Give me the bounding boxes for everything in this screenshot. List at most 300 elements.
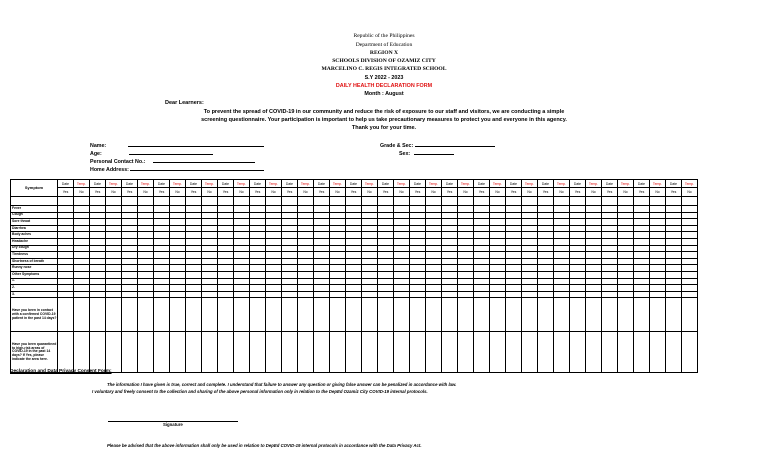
answer-cell[interactable] xyxy=(266,265,282,272)
answer-cell[interactable] xyxy=(282,285,298,292)
answer-cell[interactable] xyxy=(538,232,554,239)
answer-cell[interactable] xyxy=(458,291,474,298)
answer-cell[interactable] xyxy=(314,245,330,252)
answer-cell[interactable] xyxy=(682,298,698,332)
answer-cell[interactable] xyxy=(602,225,618,232)
answer-cell[interactable] xyxy=(330,206,346,213)
answer-cell[interactable] xyxy=(682,225,698,232)
answer-cell[interactable] xyxy=(650,225,666,232)
answer-cell[interactable] xyxy=(298,258,314,265)
answer-cell[interactable] xyxy=(490,219,506,226)
answer-cell[interactable] xyxy=(234,219,250,226)
answer-cell[interactable] xyxy=(570,212,586,219)
answer-cell[interactable] xyxy=(474,332,490,373)
answer-cell[interactable] xyxy=(666,298,682,332)
answer-cell[interactable] xyxy=(58,245,74,252)
answer-cell[interactable] xyxy=(346,232,362,239)
spacer-cell[interactable] xyxy=(250,197,266,206)
answer-cell[interactable] xyxy=(682,212,698,219)
answer-cell[interactable] xyxy=(394,252,410,259)
answer-cell[interactable] xyxy=(58,298,74,332)
answer-cell[interactable] xyxy=(602,265,618,272)
answer-cell[interactable] xyxy=(634,206,650,213)
answer-cell[interactable] xyxy=(666,332,682,373)
answer-cell[interactable] xyxy=(394,232,410,239)
answer-cell[interactable] xyxy=(506,238,522,245)
answer-cell[interactable] xyxy=(282,219,298,226)
answer-cell[interactable] xyxy=(442,219,458,226)
answer-cell[interactable] xyxy=(122,238,138,245)
answer-cell[interactable] xyxy=(346,252,362,259)
answer-cell[interactable] xyxy=(170,298,186,332)
answer-cell[interactable] xyxy=(186,225,202,232)
answer-cell[interactable] xyxy=(218,291,234,298)
answer-cell[interactable] xyxy=(58,258,74,265)
answer-cell[interactable] xyxy=(90,219,106,226)
answer-cell[interactable] xyxy=(346,271,362,278)
answer-cell[interactable] xyxy=(250,252,266,259)
answer-cell[interactable] xyxy=(554,245,570,252)
spacer-cell[interactable] xyxy=(426,197,442,206)
answer-cell[interactable] xyxy=(362,298,378,332)
answer-cell[interactable] xyxy=(410,212,426,219)
answer-cell[interactable] xyxy=(378,245,394,252)
answer-cell[interactable] xyxy=(106,219,122,226)
answer-cell[interactable] xyxy=(506,212,522,219)
answer-cell[interactable] xyxy=(266,238,282,245)
answer-cell[interactable] xyxy=(362,285,378,292)
answer-cell[interactable] xyxy=(522,271,538,278)
answer-cell[interactable] xyxy=(314,298,330,332)
answer-cell[interactable] xyxy=(538,291,554,298)
answer-cell[interactable] xyxy=(218,219,234,226)
answer-cell[interactable] xyxy=(554,265,570,272)
answer-cell[interactable] xyxy=(490,232,506,239)
answer-cell[interactable] xyxy=(378,271,394,278)
answer-cell[interactable] xyxy=(442,258,458,265)
answer-cell[interactable] xyxy=(490,278,506,285)
answer-cell[interactable] xyxy=(266,278,282,285)
contact-field[interactable] xyxy=(90,157,255,165)
answer-cell[interactable] xyxy=(666,265,682,272)
answer-cell[interactable] xyxy=(74,232,90,239)
answer-cell[interactable] xyxy=(186,232,202,239)
answer-cell[interactable] xyxy=(170,252,186,259)
answer-cell[interactable] xyxy=(650,238,666,245)
answer-cell[interactable] xyxy=(362,265,378,272)
answer-cell[interactable] xyxy=(426,245,442,252)
answer-cell[interactable] xyxy=(138,206,154,213)
answer-cell[interactable] xyxy=(650,332,666,373)
answer-cell[interactable] xyxy=(266,332,282,373)
answer-cell[interactable] xyxy=(154,271,170,278)
answer-cell[interactable] xyxy=(74,298,90,332)
answer-cell[interactable] xyxy=(538,332,554,373)
answer-cell[interactable] xyxy=(170,225,186,232)
spacer-cell[interactable] xyxy=(634,197,650,206)
answer-cell[interactable] xyxy=(442,238,458,245)
answer-cell[interactable] xyxy=(122,265,138,272)
answer-cell[interactable] xyxy=(154,278,170,285)
answer-cell[interactable] xyxy=(570,258,586,265)
answer-cell[interactable] xyxy=(458,278,474,285)
answer-cell[interactable] xyxy=(202,219,218,226)
answer-cell[interactable] xyxy=(554,225,570,232)
spacer-cell[interactable] xyxy=(682,197,698,206)
answer-cell[interactable] xyxy=(362,212,378,219)
answer-cell[interactable] xyxy=(58,271,74,278)
answer-cell[interactable] xyxy=(682,232,698,239)
answer-cell[interactable] xyxy=(634,219,650,226)
spacer-cell[interactable] xyxy=(442,197,458,206)
answer-cell[interactable] xyxy=(58,219,74,226)
answer-cell[interactable] xyxy=(170,285,186,292)
answer-cell[interactable] xyxy=(570,225,586,232)
answer-cell[interactable] xyxy=(170,206,186,213)
spacer-cell[interactable] xyxy=(138,197,154,206)
answer-cell[interactable] xyxy=(506,258,522,265)
answer-cell[interactable] xyxy=(362,258,378,265)
spacer-cell[interactable] xyxy=(666,197,682,206)
answer-cell[interactable] xyxy=(458,265,474,272)
answer-cell[interactable] xyxy=(442,271,458,278)
answer-cell[interactable] xyxy=(282,291,298,298)
answer-cell[interactable] xyxy=(218,298,234,332)
answer-cell[interactable] xyxy=(634,285,650,292)
spacer-cell[interactable] xyxy=(346,197,362,206)
answer-cell[interactable] xyxy=(282,258,298,265)
answer-cell[interactable] xyxy=(314,225,330,232)
answer-cell[interactable] xyxy=(506,225,522,232)
answer-cell[interactable] xyxy=(170,278,186,285)
answer-cell[interactable] xyxy=(586,265,602,272)
answer-cell[interactable] xyxy=(410,291,426,298)
answer-cell[interactable] xyxy=(186,245,202,252)
answer-cell[interactable] xyxy=(586,225,602,232)
answer-cell[interactable] xyxy=(202,245,218,252)
answer-cell[interactable] xyxy=(298,332,314,373)
spacer-cell[interactable] xyxy=(106,197,122,206)
answer-cell[interactable] xyxy=(586,271,602,278)
answer-cell[interactable] xyxy=(506,252,522,259)
answer-cell[interactable] xyxy=(394,258,410,265)
answer-cell[interactable] xyxy=(170,212,186,219)
answer-cell[interactable] xyxy=(458,225,474,232)
answer-cell[interactable] xyxy=(570,285,586,292)
spacer-cell[interactable] xyxy=(298,197,314,206)
answer-cell[interactable] xyxy=(122,271,138,278)
answer-cell[interactable] xyxy=(634,238,650,245)
answer-cell[interactable] xyxy=(442,232,458,239)
answer-cell[interactable] xyxy=(474,212,490,219)
answer-cell[interactable] xyxy=(602,219,618,226)
answer-cell[interactable] xyxy=(90,252,106,259)
answer-cell[interactable] xyxy=(250,291,266,298)
spacer-cell[interactable] xyxy=(650,197,666,206)
answer-cell[interactable] xyxy=(314,265,330,272)
answer-cell[interactable] xyxy=(74,212,90,219)
answer-cell[interactable] xyxy=(586,252,602,259)
answer-cell[interactable] xyxy=(234,206,250,213)
answer-cell[interactable] xyxy=(474,225,490,232)
answer-cell[interactable] xyxy=(666,225,682,232)
answer-cell[interactable] xyxy=(266,252,282,259)
answer-cell[interactable] xyxy=(682,265,698,272)
answer-cell[interactable] xyxy=(202,298,218,332)
answer-cell[interactable] xyxy=(282,225,298,232)
answer-cell[interactable] xyxy=(410,245,426,252)
answer-cell[interactable] xyxy=(122,252,138,259)
answer-cell[interactable] xyxy=(378,252,394,259)
answer-cell[interactable] xyxy=(602,258,618,265)
answer-cell[interactable] xyxy=(138,252,154,259)
answer-cell[interactable] xyxy=(122,332,138,373)
answer-cell[interactable] xyxy=(186,258,202,265)
answer-cell[interactable] xyxy=(330,258,346,265)
spacer-cell[interactable] xyxy=(522,197,538,206)
answer-cell[interactable] xyxy=(234,238,250,245)
answer-cell[interactable] xyxy=(314,212,330,219)
answer-cell[interactable] xyxy=(522,265,538,272)
answer-cell[interactable] xyxy=(522,332,538,373)
spacer-cell[interactable] xyxy=(618,197,634,206)
answer-cell[interactable] xyxy=(554,206,570,213)
answer-cell[interactable] xyxy=(314,271,330,278)
answer-cell[interactable] xyxy=(234,212,250,219)
answer-cell[interactable] xyxy=(122,291,138,298)
spacer-cell[interactable] xyxy=(266,197,282,206)
answer-cell[interactable] xyxy=(362,332,378,373)
answer-cell[interactable] xyxy=(474,232,490,239)
answer-cell[interactable] xyxy=(442,265,458,272)
answer-cell[interactable] xyxy=(618,258,634,265)
answer-cell[interactable] xyxy=(570,291,586,298)
answer-cell[interactable] xyxy=(410,252,426,259)
answer-cell[interactable] xyxy=(138,278,154,285)
answer-cell[interactable] xyxy=(282,252,298,259)
answer-cell[interactable] xyxy=(74,238,90,245)
answer-cell[interactable] xyxy=(106,225,122,232)
answer-cell[interactable] xyxy=(474,252,490,259)
answer-cell[interactable] xyxy=(426,212,442,219)
answer-cell[interactable] xyxy=(138,219,154,226)
answer-cell[interactable] xyxy=(538,278,554,285)
answer-cell[interactable] xyxy=(442,245,458,252)
answer-cell[interactable] xyxy=(74,258,90,265)
answer-cell[interactable] xyxy=(666,258,682,265)
answer-cell[interactable] xyxy=(378,332,394,373)
answer-cell[interactable] xyxy=(122,219,138,226)
answer-cell[interactable] xyxy=(282,271,298,278)
answer-cell[interactable] xyxy=(410,271,426,278)
answer-cell[interactable] xyxy=(618,332,634,373)
spacer-cell[interactable] xyxy=(410,197,426,206)
answer-cell[interactable] xyxy=(570,332,586,373)
answer-cell[interactable] xyxy=(426,265,442,272)
answer-cell[interactable] xyxy=(426,252,442,259)
answer-cell[interactable] xyxy=(522,278,538,285)
answer-cell[interactable] xyxy=(618,219,634,226)
answer-cell[interactable] xyxy=(138,212,154,219)
answer-cell[interactable] xyxy=(650,298,666,332)
answer-cell[interactable] xyxy=(602,332,618,373)
answer-cell[interactable] xyxy=(170,232,186,239)
answer-cell[interactable] xyxy=(410,258,426,265)
answer-cell[interactable] xyxy=(186,206,202,213)
answer-cell[interactable] xyxy=(378,291,394,298)
answer-cell[interactable] xyxy=(138,265,154,272)
spacer-cell[interactable] xyxy=(362,197,378,206)
answer-cell[interactable] xyxy=(234,278,250,285)
spacer-cell[interactable] xyxy=(586,197,602,206)
answer-cell[interactable] xyxy=(314,252,330,259)
answer-cell[interactable] xyxy=(186,212,202,219)
answer-cell[interactable] xyxy=(330,212,346,219)
answer-cell[interactable] xyxy=(250,298,266,332)
answer-cell[interactable] xyxy=(602,232,618,239)
answer-cell[interactable] xyxy=(154,298,170,332)
spacer-cell[interactable] xyxy=(122,197,138,206)
answer-cell[interactable] xyxy=(74,245,90,252)
answer-cell[interactable] xyxy=(682,285,698,292)
answer-cell[interactable] xyxy=(234,232,250,239)
answer-cell[interactable] xyxy=(426,278,442,285)
answer-cell[interactable] xyxy=(346,212,362,219)
spacer-cell[interactable] xyxy=(74,197,90,206)
answer-cell[interactable] xyxy=(138,232,154,239)
answer-cell[interactable] xyxy=(522,212,538,219)
answer-cell[interactable] xyxy=(378,278,394,285)
answer-cell[interactable] xyxy=(586,291,602,298)
answer-cell[interactable] xyxy=(362,219,378,226)
answer-cell[interactable] xyxy=(74,252,90,259)
grade-sec-field[interactable] xyxy=(380,141,495,149)
answer-cell[interactable] xyxy=(378,232,394,239)
answer-cell[interactable] xyxy=(442,291,458,298)
answer-cell[interactable] xyxy=(554,219,570,226)
answer-cell[interactable] xyxy=(298,265,314,272)
answer-cell[interactable] xyxy=(298,245,314,252)
answer-cell[interactable] xyxy=(522,258,538,265)
answer-cell[interactable] xyxy=(298,278,314,285)
answer-cell[interactable] xyxy=(250,278,266,285)
answer-cell[interactable] xyxy=(314,219,330,226)
answer-cell[interactable] xyxy=(186,238,202,245)
answer-cell[interactable] xyxy=(650,252,666,259)
answer-cell[interactable] xyxy=(170,238,186,245)
answer-cell[interactable] xyxy=(506,291,522,298)
answer-cell[interactable] xyxy=(90,212,106,219)
answer-cell[interactable] xyxy=(650,285,666,292)
spacer-cell[interactable] xyxy=(474,197,490,206)
answer-cell[interactable] xyxy=(122,206,138,213)
answer-cell[interactable] xyxy=(538,245,554,252)
answer-cell[interactable] xyxy=(410,232,426,239)
answer-cell[interactable] xyxy=(90,245,106,252)
answer-cell[interactable] xyxy=(682,252,698,259)
answer-cell[interactable] xyxy=(602,238,618,245)
answer-cell[interactable] xyxy=(394,219,410,226)
answer-cell[interactable] xyxy=(538,238,554,245)
answer-cell[interactable] xyxy=(298,291,314,298)
answer-cell[interactable] xyxy=(250,212,266,219)
answer-cell[interactable] xyxy=(634,291,650,298)
answer-cell[interactable] xyxy=(650,206,666,213)
answer-cell[interactable] xyxy=(650,291,666,298)
answer-cell[interactable] xyxy=(282,238,298,245)
answer-cell[interactable] xyxy=(362,206,378,213)
answer-cell[interactable] xyxy=(186,285,202,292)
answer-cell[interactable] xyxy=(506,332,522,373)
answer-cell[interactable] xyxy=(122,232,138,239)
answer-cell[interactable] xyxy=(282,265,298,272)
answer-cell[interactable] xyxy=(426,238,442,245)
spacer-cell[interactable] xyxy=(506,197,522,206)
answer-cell[interactable] xyxy=(490,252,506,259)
answer-cell[interactable] xyxy=(474,238,490,245)
answer-cell[interactable] xyxy=(186,219,202,226)
answer-cell[interactable] xyxy=(490,258,506,265)
answer-cell[interactable] xyxy=(218,285,234,292)
answer-cell[interactable] xyxy=(202,285,218,292)
answer-cell[interactable] xyxy=(474,219,490,226)
answer-cell[interactable] xyxy=(346,225,362,232)
answer-cell[interactable] xyxy=(602,206,618,213)
answer-cell[interactable] xyxy=(490,291,506,298)
answer-cell[interactable] xyxy=(682,245,698,252)
answer-cell[interactable] xyxy=(298,219,314,226)
answer-cell[interactable] xyxy=(154,245,170,252)
answer-cell[interactable] xyxy=(570,278,586,285)
answer-cell[interactable] xyxy=(106,252,122,259)
answer-cell[interactable] xyxy=(474,271,490,278)
answer-cell[interactable] xyxy=(138,332,154,373)
answer-cell[interactable] xyxy=(346,219,362,226)
answer-cell[interactable] xyxy=(218,206,234,213)
answer-cell[interactable] xyxy=(250,238,266,245)
answer-cell[interactable] xyxy=(282,332,298,373)
answer-cell[interactable] xyxy=(522,232,538,239)
answer-cell[interactable] xyxy=(634,258,650,265)
answer-cell[interactable] xyxy=(586,278,602,285)
answer-cell[interactable] xyxy=(74,219,90,226)
answer-cell[interactable] xyxy=(634,212,650,219)
answer-cell[interactable] xyxy=(106,232,122,239)
answer-cell[interactable] xyxy=(650,258,666,265)
answer-cell[interactable] xyxy=(106,291,122,298)
answer-cell[interactable] xyxy=(554,332,570,373)
answer-cell[interactable] xyxy=(378,265,394,272)
spacer-cell[interactable] xyxy=(314,197,330,206)
answer-cell[interactable] xyxy=(282,298,298,332)
answer-cell[interactable] xyxy=(330,285,346,292)
answer-cell[interactable] xyxy=(106,285,122,292)
spacer-cell[interactable] xyxy=(554,197,570,206)
answer-cell[interactable] xyxy=(154,219,170,226)
answer-cell[interactable] xyxy=(522,219,538,226)
answer-cell[interactable] xyxy=(170,332,186,373)
answer-cell[interactable] xyxy=(266,245,282,252)
answer-cell[interactable] xyxy=(442,206,458,213)
answer-cell[interactable] xyxy=(506,278,522,285)
answer-cell[interactable] xyxy=(74,271,90,278)
answer-cell[interactable] xyxy=(538,271,554,278)
answer-cell[interactable] xyxy=(394,265,410,272)
answer-cell[interactable] xyxy=(122,245,138,252)
answer-cell[interactable] xyxy=(522,291,538,298)
answer-cell[interactable] xyxy=(394,271,410,278)
answer-cell[interactable] xyxy=(298,206,314,213)
